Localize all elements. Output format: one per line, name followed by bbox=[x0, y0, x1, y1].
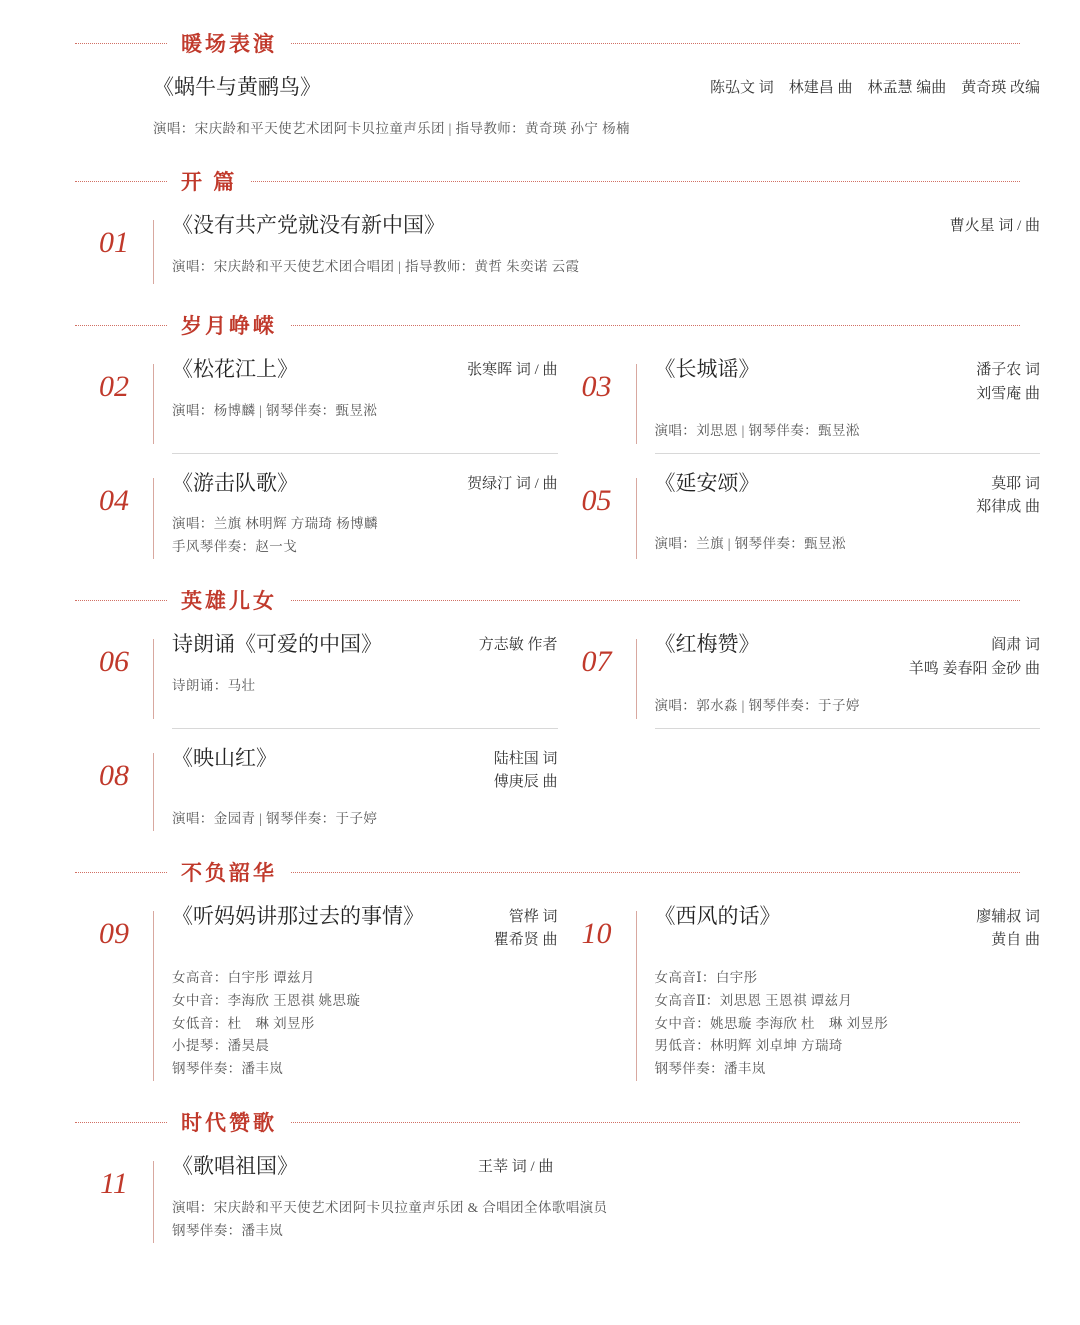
item-performers bbox=[172, 256, 1040, 279]
item-divider bbox=[153, 478, 154, 559]
section-header-opening bbox=[0, 158, 1080, 204]
item-title: 《歌唱祖国》 bbox=[172, 1154, 298, 1179]
performer-line: 演唱：金园青 | 钢琴伴奏：于子婷 bbox=[172, 811, 378, 827]
performer-line: 女中音：姚思璇 李海欣 杜 琳 刘昱彤 bbox=[654, 1015, 889, 1031]
program-row bbox=[75, 204, 1040, 302]
item-divider bbox=[153, 911, 154, 1081]
item-title-line bbox=[655, 901, 1041, 953]
section-header-warmup bbox=[0, 20, 1080, 66]
credit-line: 贺绿汀 词 / 曲 bbox=[467, 475, 558, 492]
credit-line: 傅庚辰 曲 bbox=[493, 773, 558, 790]
item-credits bbox=[976, 468, 1040, 520]
program-item-empty bbox=[558, 737, 1041, 849]
item-credits bbox=[467, 354, 557, 382]
program-item[interactable] bbox=[75, 737, 558, 849]
item-content bbox=[172, 210, 1040, 294]
performer-line: 演唱：宋庆龄和平天使艺术团合唱团 | 指导教师：黄哲 朱奕诺 云霞 bbox=[172, 258, 580, 274]
performer-line: 小提琴：潘昊晨 bbox=[172, 1038, 270, 1054]
program-row bbox=[75, 623, 1040, 736]
item-title-line bbox=[172, 210, 1040, 242]
program-item[interactable] bbox=[558, 623, 1041, 736]
item-number: 09 bbox=[99, 917, 129, 951]
credit-line: 方志敏 作者 bbox=[478, 637, 558, 654]
performer-line: 演唱：兰旗 | 钢琴伴奏：甄昱淞 bbox=[654, 536, 846, 552]
item-content bbox=[655, 468, 1041, 569]
item-credits bbox=[710, 72, 1040, 100]
item-credits bbox=[976, 901, 1040, 953]
item-content bbox=[655, 629, 1041, 728]
item-divider bbox=[636, 364, 637, 443]
performer-line: 女高音Ⅰ：白宇彤 bbox=[654, 969, 758, 985]
credit-line: 阎肃 词 bbox=[991, 637, 1040, 654]
program-item[interactable] bbox=[558, 348, 1041, 461]
item-divider bbox=[153, 753, 154, 831]
section-header-heroes bbox=[0, 577, 1080, 623]
credit-line: 郑律成 曲 bbox=[976, 499, 1040, 516]
item-content bbox=[172, 468, 558, 569]
item-title-line bbox=[655, 354, 1041, 406]
item-content bbox=[172, 743, 558, 841]
item-title-line bbox=[172, 354, 558, 386]
credit-line: 陈弘文 词 林建昌 曲 林孟慧 编曲 黄奇瑛 改编 bbox=[709, 80, 1040, 96]
item-divider bbox=[636, 911, 637, 1081]
item-title-line bbox=[172, 901, 558, 953]
item-title-line bbox=[655, 468, 1041, 520]
program-item[interactable] bbox=[75, 1145, 1040, 1260]
credit-line: 廖辅叔 词 bbox=[976, 909, 1040, 926]
performer-line: 演唱：宋庆龄和平天使艺术团阿卡贝拉童声乐团 | 指导教师：黄奇瑛 孙宁 杨楠 bbox=[153, 120, 630, 136]
item-credits bbox=[479, 629, 558, 657]
item-content bbox=[172, 629, 558, 728]
item-performers bbox=[172, 400, 558, 423]
item-performers bbox=[655, 533, 1041, 556]
item-number: 08 bbox=[99, 758, 129, 792]
section-rows-heroes bbox=[0, 623, 1080, 849]
credit-line: 曹火星 词 / 曲 bbox=[949, 218, 1040, 235]
section-rule-left bbox=[75, 1122, 167, 1123]
performer-line: 手风琴伴奏：赵一戈 bbox=[172, 539, 298, 555]
program-item[interactable] bbox=[75, 462, 558, 577]
section-rule-left bbox=[75, 600, 167, 601]
top-spacer bbox=[0, 0, 1080, 20]
item-performers bbox=[655, 695, 1041, 718]
section-title: 时代赞歌 bbox=[181, 1111, 277, 1136]
credit-line: 管桦 词 bbox=[508, 909, 558, 926]
item-content bbox=[172, 1151, 1040, 1252]
section-rule-right bbox=[291, 1122, 1020, 1123]
performer-line: 男低音：林明辉 刘卓坤 方瑞琦 bbox=[654, 1038, 843, 1054]
credit-line: 莫耶 词 bbox=[991, 475, 1040, 492]
credit-line: 张寒晖 词 / 曲 bbox=[467, 362, 558, 379]
item-performers bbox=[153, 118, 1040, 141]
item-title: 《游击队歌》 bbox=[172, 470, 298, 495]
section-header-youth bbox=[0, 849, 1080, 895]
item-title-line bbox=[172, 629, 558, 661]
credit-line: 瞿希贤 曲 bbox=[493, 932, 558, 949]
item-number: 05 bbox=[581, 483, 612, 517]
item-performers bbox=[172, 1197, 1040, 1243]
section-rule-right bbox=[291, 43, 1020, 44]
section-rule-right bbox=[291, 325, 1020, 326]
item-content bbox=[153, 72, 1040, 150]
section-rows-youth bbox=[0, 895, 1080, 1099]
item-title: 诗朗诵《可爱的中国》 bbox=[172, 632, 382, 657]
item-content bbox=[172, 901, 558, 1091]
credit-line: 王莘 词 / 曲 bbox=[478, 1159, 554, 1176]
item-title: 《没有共产党就没有新中国》 bbox=[172, 213, 445, 238]
item-content bbox=[655, 354, 1041, 453]
credit-line: 羊鸣 姜春阳 金砂 曲 bbox=[908, 660, 1040, 677]
program-item[interactable] bbox=[75, 204, 1040, 302]
credit-line: 黄自 曲 bbox=[991, 932, 1040, 949]
program-row bbox=[75, 462, 1040, 577]
item-credits bbox=[467, 468, 557, 496]
program-row bbox=[75, 66, 1040, 158]
program-row bbox=[75, 348, 1040, 461]
item-title-line bbox=[655, 629, 1041, 681]
item-number: 04 bbox=[99, 483, 129, 517]
performer-line: 演唱：杨博麟 | 钢琴伴奏：甄昱淞 bbox=[172, 402, 378, 418]
item-title: 《西风的话》 bbox=[654, 904, 781, 929]
item-performers bbox=[172, 808, 558, 831]
section-title: 岁月峥嵘 bbox=[181, 314, 277, 339]
item-number bbox=[75, 72, 153, 150]
performer-line: 演唱：宋庆龄和平天使艺术团阿卡贝拉童声乐团 & 合唱团全体歌唱演员 bbox=[172, 1199, 608, 1215]
section-rule-left bbox=[75, 325, 167, 326]
item-divider bbox=[153, 1161, 154, 1242]
item-content bbox=[655, 901, 1041, 1091]
program-item[interactable] bbox=[558, 462, 1041, 577]
item-number: 07 bbox=[581, 645, 612, 679]
section-rule-right bbox=[251, 181, 1020, 182]
item-number: 01 bbox=[99, 226, 129, 260]
item-divider bbox=[636, 639, 637, 718]
performer-line: 女低音：杜 琳 刘昱彤 bbox=[172, 1015, 315, 1031]
program-item[interactable] bbox=[75, 348, 558, 461]
item-title: 《映山红》 bbox=[172, 745, 277, 770]
item-number: 03 bbox=[581, 370, 612, 404]
performer-line: 钢琴伴奏：潘丰岚 bbox=[172, 1222, 284, 1238]
section-title: 英雄儿女 bbox=[181, 589, 277, 614]
item-content bbox=[172, 354, 558, 453]
item-performers bbox=[172, 675, 558, 698]
item-title: 《长城谣》 bbox=[654, 357, 760, 382]
section-title: 不负韶华 bbox=[181, 861, 277, 886]
section-title: 暖场表演 bbox=[181, 32, 277, 56]
program-item[interactable] bbox=[75, 66, 1040, 158]
performer-line: 演唱：郭水淼 | 钢琴伴奏：于子婷 bbox=[654, 697, 860, 713]
section-rule-left bbox=[75, 872, 167, 873]
item-divider bbox=[153, 364, 154, 443]
item-divider bbox=[153, 220, 154, 284]
credit-line: 刘雪庵 曲 bbox=[976, 385, 1040, 402]
program-row bbox=[75, 737, 1040, 849]
performer-line: 女高音：白宇彤 谭兹月 bbox=[172, 969, 315, 985]
item-number: 11 bbox=[100, 1167, 128, 1201]
program-item[interactable] bbox=[75, 623, 558, 736]
item-title: 《蜗牛与黄鹂鸟》 bbox=[153, 75, 321, 99]
program-row bbox=[75, 1145, 1040, 1260]
performer-line: 钢琴伴奏：潘丰岚 bbox=[654, 1061, 766, 1077]
item-title: 《红梅赞》 bbox=[654, 632, 760, 657]
credit-line: 潘子农 词 bbox=[976, 362, 1040, 379]
item-divider bbox=[636, 478, 637, 559]
item-title: 《松花江上》 bbox=[172, 357, 298, 382]
item-performers bbox=[172, 513, 558, 559]
item-credits bbox=[909, 629, 1040, 681]
item-credits bbox=[976, 354, 1040, 406]
item-credits bbox=[494, 743, 558, 795]
item-number: 02 bbox=[99, 370, 129, 404]
item-divider bbox=[153, 639, 154, 718]
section-header-anthem bbox=[0, 1099, 1080, 1145]
section-rule-right bbox=[291, 600, 1020, 601]
section-rows-years bbox=[0, 348, 1080, 577]
program-item[interactable] bbox=[558, 895, 1041, 1099]
item-number: 10 bbox=[581, 917, 612, 951]
item-title: 《听妈妈讲那过去的事情》 bbox=[172, 904, 424, 929]
item-credits bbox=[494, 901, 558, 953]
performer-line: 女中音：李海欣 王恩祺 姚思璇 bbox=[172, 992, 361, 1008]
item-title-line bbox=[172, 743, 558, 795]
item-title-line bbox=[172, 468, 558, 500]
item-performers bbox=[655, 420, 1041, 443]
item-title: 《延安颂》 bbox=[654, 470, 760, 495]
section-header-years bbox=[0, 302, 1080, 348]
section-rows-opening bbox=[0, 204, 1080, 302]
item-credits bbox=[308, 1151, 1040, 1179]
program-item[interactable] bbox=[75, 895, 558, 1099]
section-rule-left bbox=[75, 43, 167, 44]
item-performers bbox=[655, 967, 1041, 1082]
section-title: 开 篇 bbox=[181, 170, 238, 195]
performer-line: 钢琴伴奏：潘丰岚 bbox=[172, 1061, 284, 1077]
item-performers bbox=[172, 967, 558, 1082]
bottom-spacer bbox=[0, 1261, 1080, 1281]
section-rule-right bbox=[291, 872, 1020, 873]
credit-line: 陆柱国 词 bbox=[493, 750, 558, 767]
section-rule-left bbox=[75, 181, 167, 182]
item-credits bbox=[950, 210, 1040, 238]
performer-line: 女高音Ⅱ：刘思恩 王恩祺 谭兹月 bbox=[654, 992, 853, 1008]
item-title-line bbox=[172, 1151, 1040, 1183]
section-rows-anthem bbox=[0, 1145, 1080, 1260]
item-number: 06 bbox=[99, 645, 129, 679]
program-row bbox=[75, 895, 1040, 1099]
performer-line: 演唱：刘思恩 | 钢琴伴奏：甄昱淞 bbox=[654, 422, 860, 438]
section-rows-warmup bbox=[0, 66, 1080, 158]
item-title-line bbox=[153, 72, 1040, 104]
performer-line: 演唱：兰旗 林明辉 方瑞琦 杨博麟 bbox=[172, 516, 378, 532]
performer-line: 诗朗诵：马壮 bbox=[172, 677, 256, 693]
